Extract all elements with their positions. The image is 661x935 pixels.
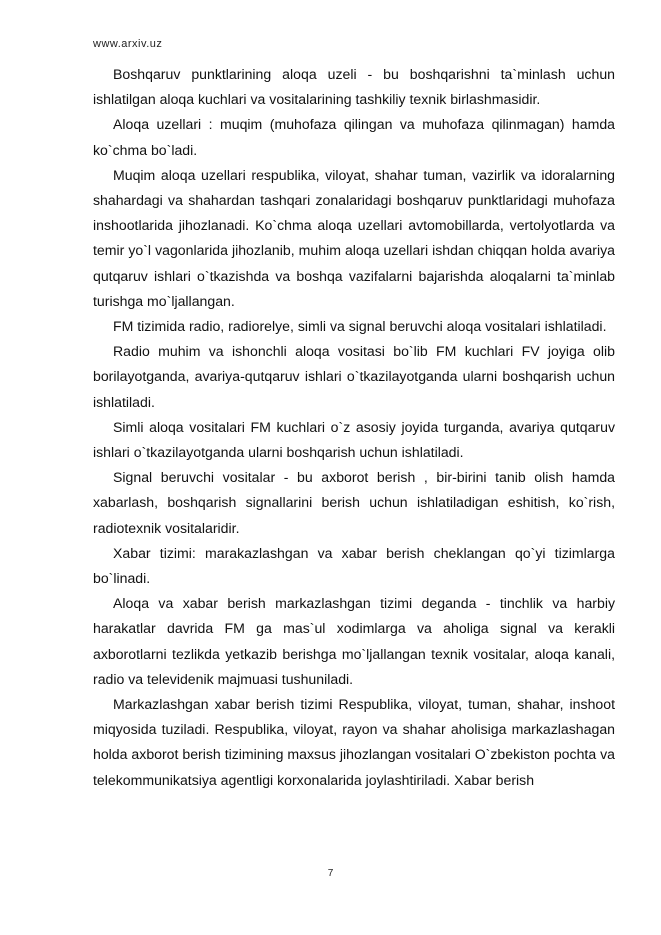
paragraph-7: Signal beruvchi vositalar - bu axborot berish , bir-birini tanib olish hamda xabarlash, boshqarish signallarini berish uchun ishlatiladigan eshitish, ko`rish, radiotexnik vositalaridir. — [93, 469, 615, 536]
paragraph-9: Aloqa va xabar berish markazlashgan tizimi deganda - tinchlik va harbiy harakatlar davrida FM ga mas`ul xodimlarga va aholiga signal va kerakli axborotlarni tezlikda yetkazib berishga mo`ljallangan texnik vositalar, aloqa kanali, radio va televidenik majmuasi tushuniladi. — [93, 595, 615, 687]
site-header[interactable]: www.arxiv.uz — [93, 38, 163, 50]
paragraph-5: Radio muhim va ishonchli aloqa vositasi bo`lib FM kuchlari FV joyiga olib borilayotganda, avariya-qutqaruv ishlari o`tkazilayotganda ularni boshqarish uchun ishlatiladi. — [93, 343, 615, 410]
paragraph-6: Simli aloqa vositalari FM kuchlari o`z asosiy joyida turganda, avariya qutqaruv ishlari o`tkazilayotganda ularni boshqarish uchun ishlatiladi. — [93, 418, 615, 461]
paragraph-2: Aloqa uzellari : muqim (muhofaza qilingan va muhofaza qilinmagan) hamda ko`chma bo`ladi. — [93, 116, 615, 158]
paragraph-10: Markazlashgan xabar berish tizimi Respublika, viloyat, tuman, shahar, inshoot miqyosida tuziladi. Respublika, viloyat, rayon va shahar aholisiga markazlashagan holda axborot berish tizimining maxsus jihozlangan vositalari O`zbekiston pochta va telekommunikatsiya agentligi korxonalarida joylashtiriladi. Xabar berish — [93, 696, 615, 788]
paragraph-3: Muqim aloqa uzellari respublika, viloyat, shahar tuman, vazirlik va idoralarning shahardagi va shahardan tashqari zonalaridagi boshqaruv punktlaridagi muhofaza inshootlarida jihozlanadi. Ko`chma aloqa uzellari avtomobillarda, vertolyotlarda va temir yo`l vagonlarida jihozlanib, muhim aloqa uzellari ishdan chiqqan holda avariya qutqaruv ishlari o`tkazishda va boshqa vazifalarni bajarishda aloqalarni ta`minlab turishga mo`ljallangan. — [93, 166, 615, 309]
paragraph-1: Boshqaruv punktlarining aloqa uzeli - bu boshqarishni ta`minlash uchun ishlatilgan aloqa kuchlari va vositalarining tashkiliy texnik birlashmasidir. — [93, 66, 615, 108]
page-number: 7 — [327, 868, 334, 879]
paragraph-4: FM tizimida radio, radiorelye, simli va signal beruvchi aloqa vositalari ishlatiladi. — [113, 318, 607, 335]
paragraph-8: Xabar tizimi: marakazlashgan va xabar berish cheklangan qo`yi tizimlarga bo`linadi. — [93, 544, 615, 587]
document-body — [93, 62, 615, 793]
